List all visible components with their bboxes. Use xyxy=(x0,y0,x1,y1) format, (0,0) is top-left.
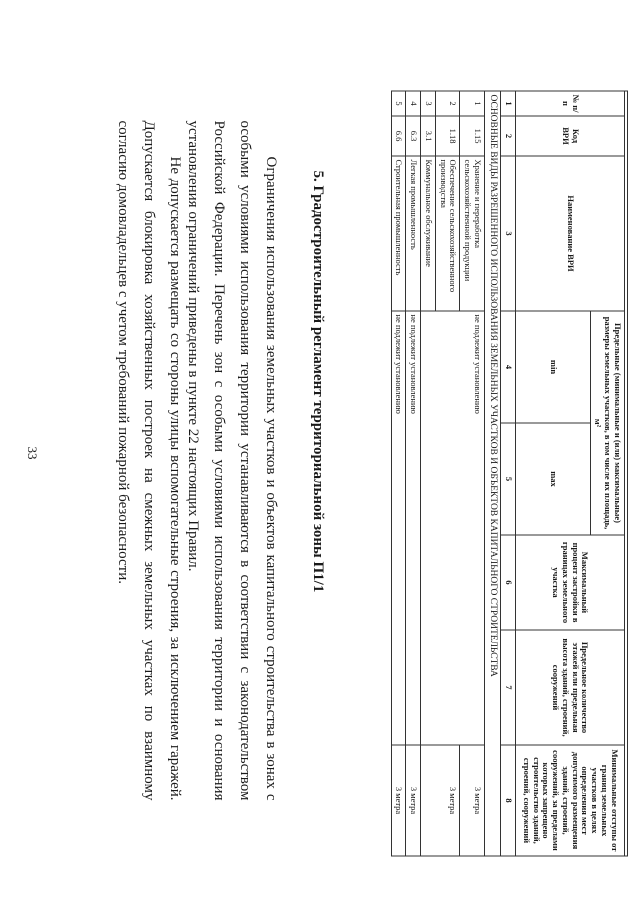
col-number: 1 xyxy=(500,91,515,116)
section-heading: 5. Градостроительный регламент территориальной зоны П1/1 xyxy=(310,170,326,592)
col-number: 6 xyxy=(500,535,515,630)
row-code: 6.3 xyxy=(406,116,421,156)
header-floors: Предельное количество этажей или предельная высота зданий, строений, сооружений xyxy=(515,630,624,745)
row-setback: 3 метра xyxy=(406,745,421,856)
row-num: 3 xyxy=(421,91,436,116)
row-code: 6.6 xyxy=(391,116,406,156)
header-percent: Максимальный процент застройки в границах земельного участка xyxy=(515,535,624,630)
col-number: 7 xyxy=(500,630,515,745)
header-min: min xyxy=(515,311,590,423)
row-code: 1.18 xyxy=(435,116,460,156)
col-number: 8 xyxy=(500,745,515,856)
header-code: Код ВРИ xyxy=(515,116,624,156)
row-num: 2 xyxy=(435,91,460,116)
row-setback: 3 метра xyxy=(421,745,460,856)
row-setback: 3 метра xyxy=(460,745,485,856)
section-title-row xyxy=(485,91,501,856)
row-name: Легкая промышленность xyxy=(406,156,421,311)
row-size-limit: не подлежит установлению xyxy=(421,311,485,745)
col-number: 5 xyxy=(500,423,515,535)
section-title: ОСНОВНЫЕ ВИДЫ РАЗРЕШЕННОГО ИСПОЛЬЗОВАНИЯ ЗЕМЕЛЬНЫХ УЧАСТКОВ И ОБЪЕКТОВ КАПИТАЛЬНОГО СТРОИТЕЛЬСТВА xyxy=(485,91,501,856)
column-number-row xyxy=(500,91,515,856)
row-size-limit: не подлежит установлению xyxy=(391,311,406,745)
row-num: 4 xyxy=(406,91,421,116)
row-name: Обеспечение сельскохозяйственного производства xyxy=(435,156,460,311)
regulation-table xyxy=(391,90,628,856)
row-name: Строительная промышленность xyxy=(391,156,406,311)
table-row xyxy=(406,91,421,856)
row-size-limit: не подлежит установлению xyxy=(406,311,421,745)
table-top-border-row xyxy=(625,91,628,856)
header-name: Наименование ВРИ xyxy=(515,156,624,311)
row-code: 1.15 xyxy=(460,116,485,156)
row-num: 5 xyxy=(391,91,406,116)
header-setbacks: Минимальные отступы от границ земельных участков в целях определения мест допустимого размещения зданий, строений, сооружений, за пределами которых запрещено строительство зданий, строений, сооружений xyxy=(515,745,624,856)
col-number: 3 xyxy=(500,156,515,311)
row-code: 3.1 xyxy=(421,116,436,156)
page-number: 33 xyxy=(25,446,40,459)
row-name: Коммунальное обслуживание xyxy=(421,156,436,311)
header-num: № п/п xyxy=(515,91,624,116)
table-header-row xyxy=(590,91,624,856)
table-row xyxy=(460,91,485,856)
table-row xyxy=(391,91,406,856)
row-setback: 3 метра xyxy=(391,745,406,856)
paragraph-garages: Не допускается размещать со стороны улицы вспомогательные строения, за исключением гаражей. Допускается блокировка хозяйственных построек на смежных земельных участках по взаимному согласию домовладельцев с учетом требований пожарной безопасности. xyxy=(115,120,183,800)
row-num: 1 xyxy=(460,91,485,116)
row-name: Хранение и переработка сельскохозяйственной продукции xyxy=(460,156,485,311)
col-number: 2 xyxy=(500,116,515,156)
header-max: max xyxy=(515,423,590,535)
col-number: 4 xyxy=(500,311,515,423)
header-sizes: Предельные (минимальные и (или) максимальные) размеры земельных участков, в том числе их площадь, м² xyxy=(590,311,624,535)
paragraph-restrictions: Ограничения использования земельных участков и объектов капитального строительства в зонах с особыми условиями использования территории устанавливаются в соответствии с законодательством Российской Федерации. Перечень зон с особыми условиями использования территории и основания установления ограничений приведены в пункте 22 настоящих Правил. xyxy=(185,120,279,800)
